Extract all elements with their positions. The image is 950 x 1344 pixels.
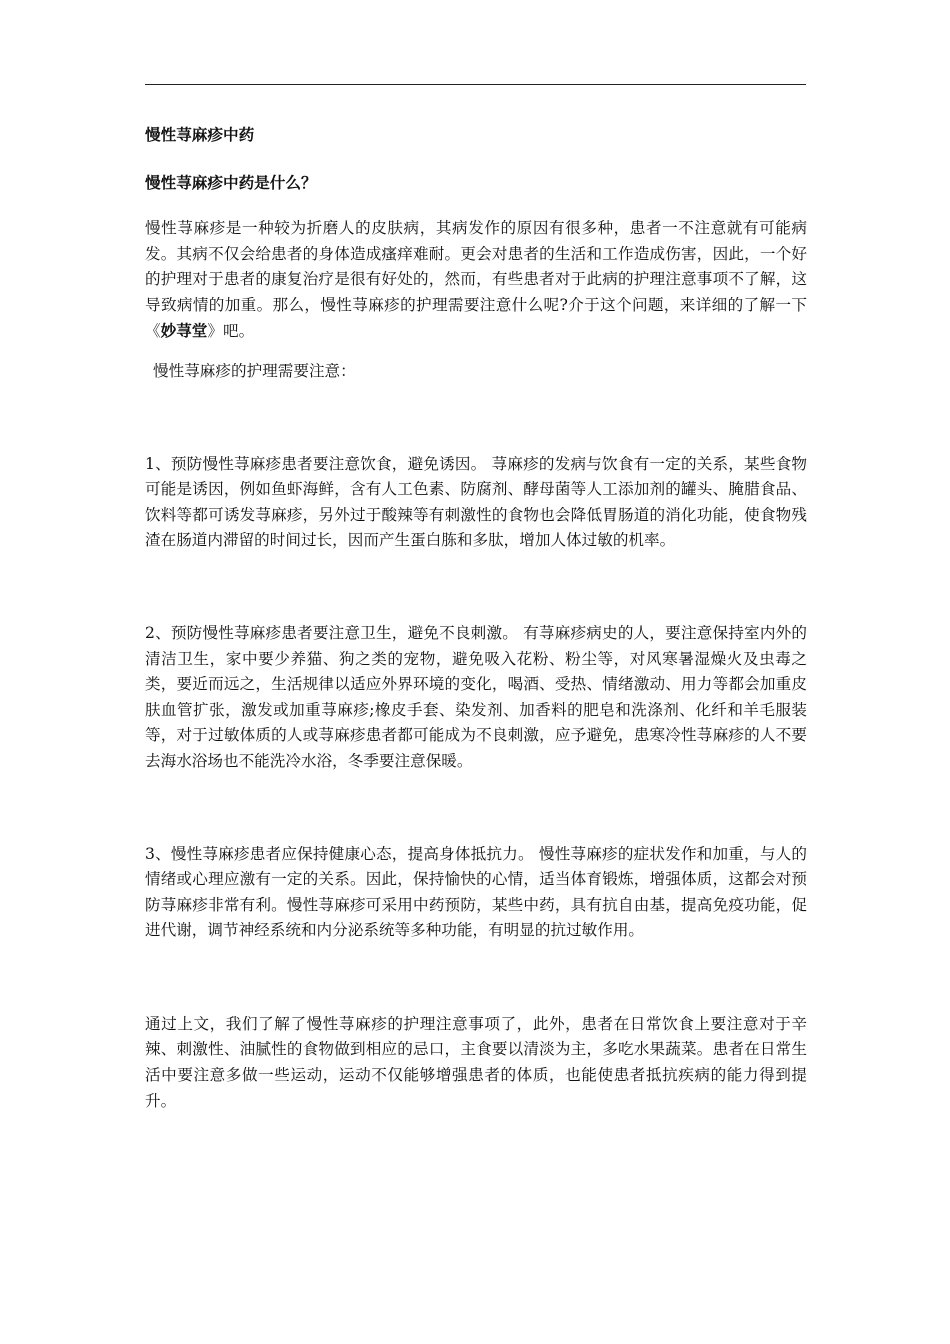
conclusion-paragraph: 通过上文，我们了解了慢性荨麻疹的护理注意事项了，此外，患者在日常饮食上要注意对于辛辣、刺激性、油腻性的食物做到相应的忌口，主食要以清淡为主，多吃水果蔬菜。患者在日常生活中要注意多做一些运动，运动不仅能够增强患者的体质，也能使患者抵抗疾病的能力得到提升。 [145,1014,807,1110]
document-body [145,121,807,1114]
tip-hygiene: 2、预防慢性荨麻疹患者要注意卫生，避免不良刺激。 有荨麻疹病史的人，要注意保持室内外的清洁卫生，家中要少养猫、狗之类的宠物，避免吸入花粉、粉尘等，对风寒暑湿燥火及虫毒之类，要近而远之，生活规律以适应外界环境的变化，喝酒、受热、情绪激动、用力等都会加重皮肤血管扩张，激发或加重荨麻疹;橡皮手套、染发剂、加香料的肥皂和洗涤剂、化纤和羊毛服装等，对于过敏体质的人或荨麻疹患者都可能成为不良刺激，应予避免，患寒冷性荨麻疹的人不要去海水浴场也不能洗冷水浴，冬季要注意保暖。 [145,623,807,770]
document-title: 慢性荨麻疹中药 [145,125,255,144]
intro-paragraph [145,216,807,345]
care-subheading: 慢性荨麻疹的护理需要注意： [153,361,356,380]
tip-diet: 1、预防慢性荨麻疹患者要注意饮食，避免诱因。 荨麻疹的发病与饮食有一定的关系，某些食物可能是诱因，例如鱼虾海鲜，含有人工色素、防腐剂、酵母菌等人工添加剂的罐头、腌腊食品、饮料等都可诱发荨麻疹，另外过于酸辣等有刺激性的食物也会降低胃肠道的消化功能，使食物残渣在肠道内滞留的时间过长，因而产生蛋白胨和多肽，增加人体过敏的机率。 [145,454,807,550]
tip-mindset: 3、慢性荨麻疹患者应保持健康心态，提高身体抵抗力。 慢性荨麻疹的症状发作和加重，与人的情绪或心理应激有一定的关系。因此，保持愉快的心情，适当体育锻炼，增强体质，这都会对预防荨麻疹非常有利。慢性荨麻疹可采用中药预防，某些中药，具有抗自由基，提高免疫功能，促进代谢，调节神经系统和内分泌系统等多种功能，有明显的抗过敏作用。 [145,844,807,940]
intro-text: 慢性荨麻疹是一种较为折磨人的皮肤病，其病发作的原因有很多种，患者一不注意就有可能病发。其病不仅会给患者的身体造成瘙痒难耐。更会对患者的生活和工作造成伤害，因此，一个好的护理对于患者的康复治疗是很有好处的，然而，有些患者对于此病的护理注意事项不了解，这导致病情的加重。那么，慢性荨麻疹的护理需要注意什么呢?介于这个问题，来详细的了解一下 《 [145,219,807,341]
document-subtitle: 慢性荨麻疹中药是什么？ [145,173,317,192]
intro-end: 》吧。 [207,322,255,341]
brand-name: 妙荨堂 [160,321,208,341]
header-rule [145,84,806,85]
